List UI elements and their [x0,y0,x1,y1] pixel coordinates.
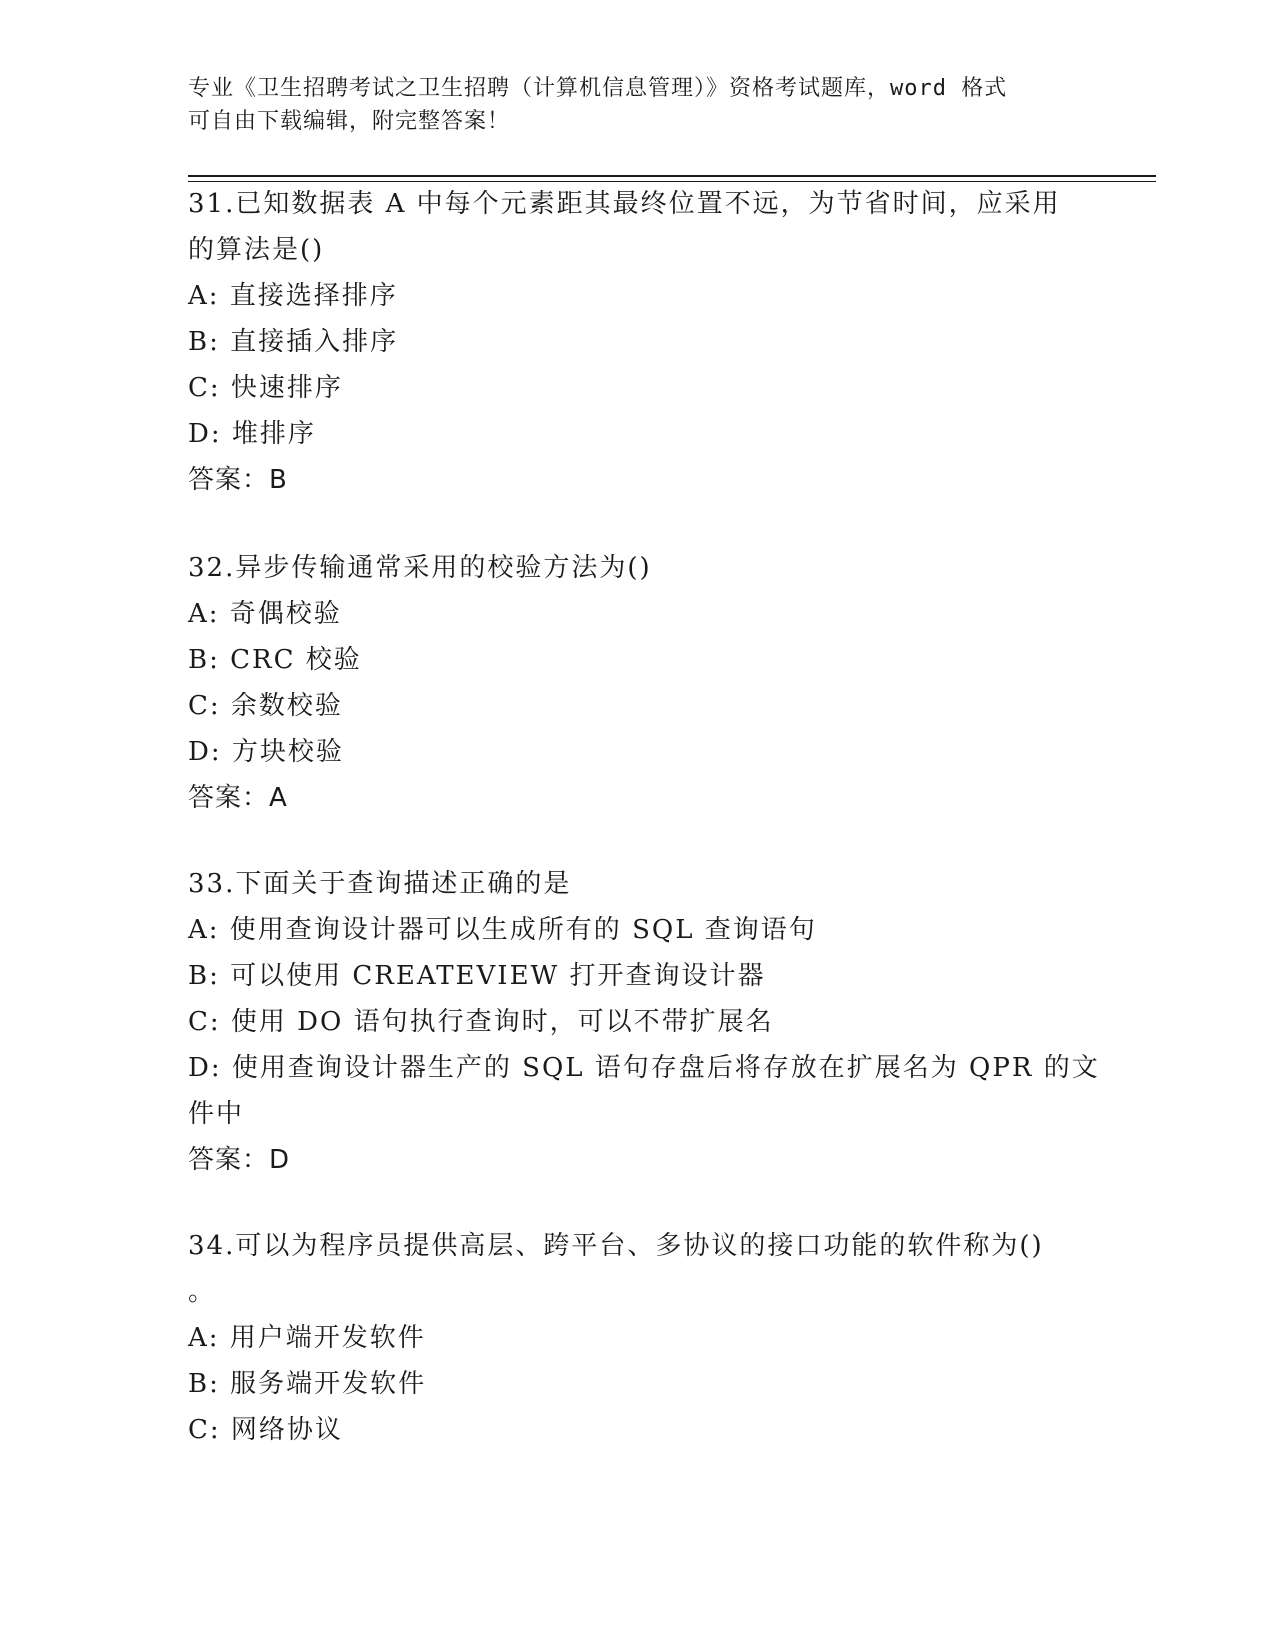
option-c: C: 网络协议 [188,1415,343,1445]
question-stem: 31.已知数据表 A 中每个元素距其最终位置不远，为节省时间，应采用 [188,189,1061,219]
option-a: A: 直接选择排序 [188,281,398,311]
option-d: D: 使用查询设计器生产的 SQL 语句存盘后将存放在扩展名为 QPR 的文 [188,1053,1100,1083]
question-34 [188,1223,1088,1453]
option-c: C: 余数校验 [188,691,343,721]
option-d: D: 堆排序 [188,419,316,449]
header-divider-thick [188,175,1156,177]
document-header [188,72,1088,138]
option-a: A: 奇偶校验 [188,599,342,629]
option-c: C: 快速排序 [188,373,343,403]
option-b: B: 可以使用 CREATEVIEW 打开查询设计器 [188,961,766,991]
option-d-continued: 件中 [188,1099,245,1129]
option-b: B: 直接插入排序 [188,327,399,357]
header-line-1: 专业《卫生招聘考试之卫生招聘（计算机信息管理）》资格考试题库，word 格式 [188,76,1008,101]
question-32 [188,545,1088,821]
question-stem: 32.异步传输通常采用的校验方法为() [188,553,652,583]
option-b: B: 服务端开发软件 [188,1369,427,1399]
question-stem: 34.可以为程序员提供高层、跨平台、多协议的接口功能的软件称为() [188,1231,1044,1261]
question-31 [188,181,1088,503]
option-c: C: 使用 DO 语句执行查询时，可以不带扩展名 [188,1007,774,1037]
question-stem: 33.下面关于查询描述正确的是 [188,869,572,899]
header-line-2: 可自由下载编辑，附完整答案！ [188,109,511,134]
option-d: D: 方块校验 [188,737,344,767]
answer-line: 答案：B [188,465,288,495]
option-a: A: 用户端开发软件 [188,1323,426,1353]
question-stem-continued: 的算法是() [188,235,325,265]
question-stem-continued: 。 [188,1277,217,1307]
answer-line: 答案：A [188,783,288,813]
option-a: A: 使用查询设计器可以生成所有的 SQL 查询语句 [188,915,817,945]
answer-line: 答案：D [188,1145,291,1175]
option-b: B: CRC 校验 [188,645,362,675]
question-33 [188,861,1100,1183]
